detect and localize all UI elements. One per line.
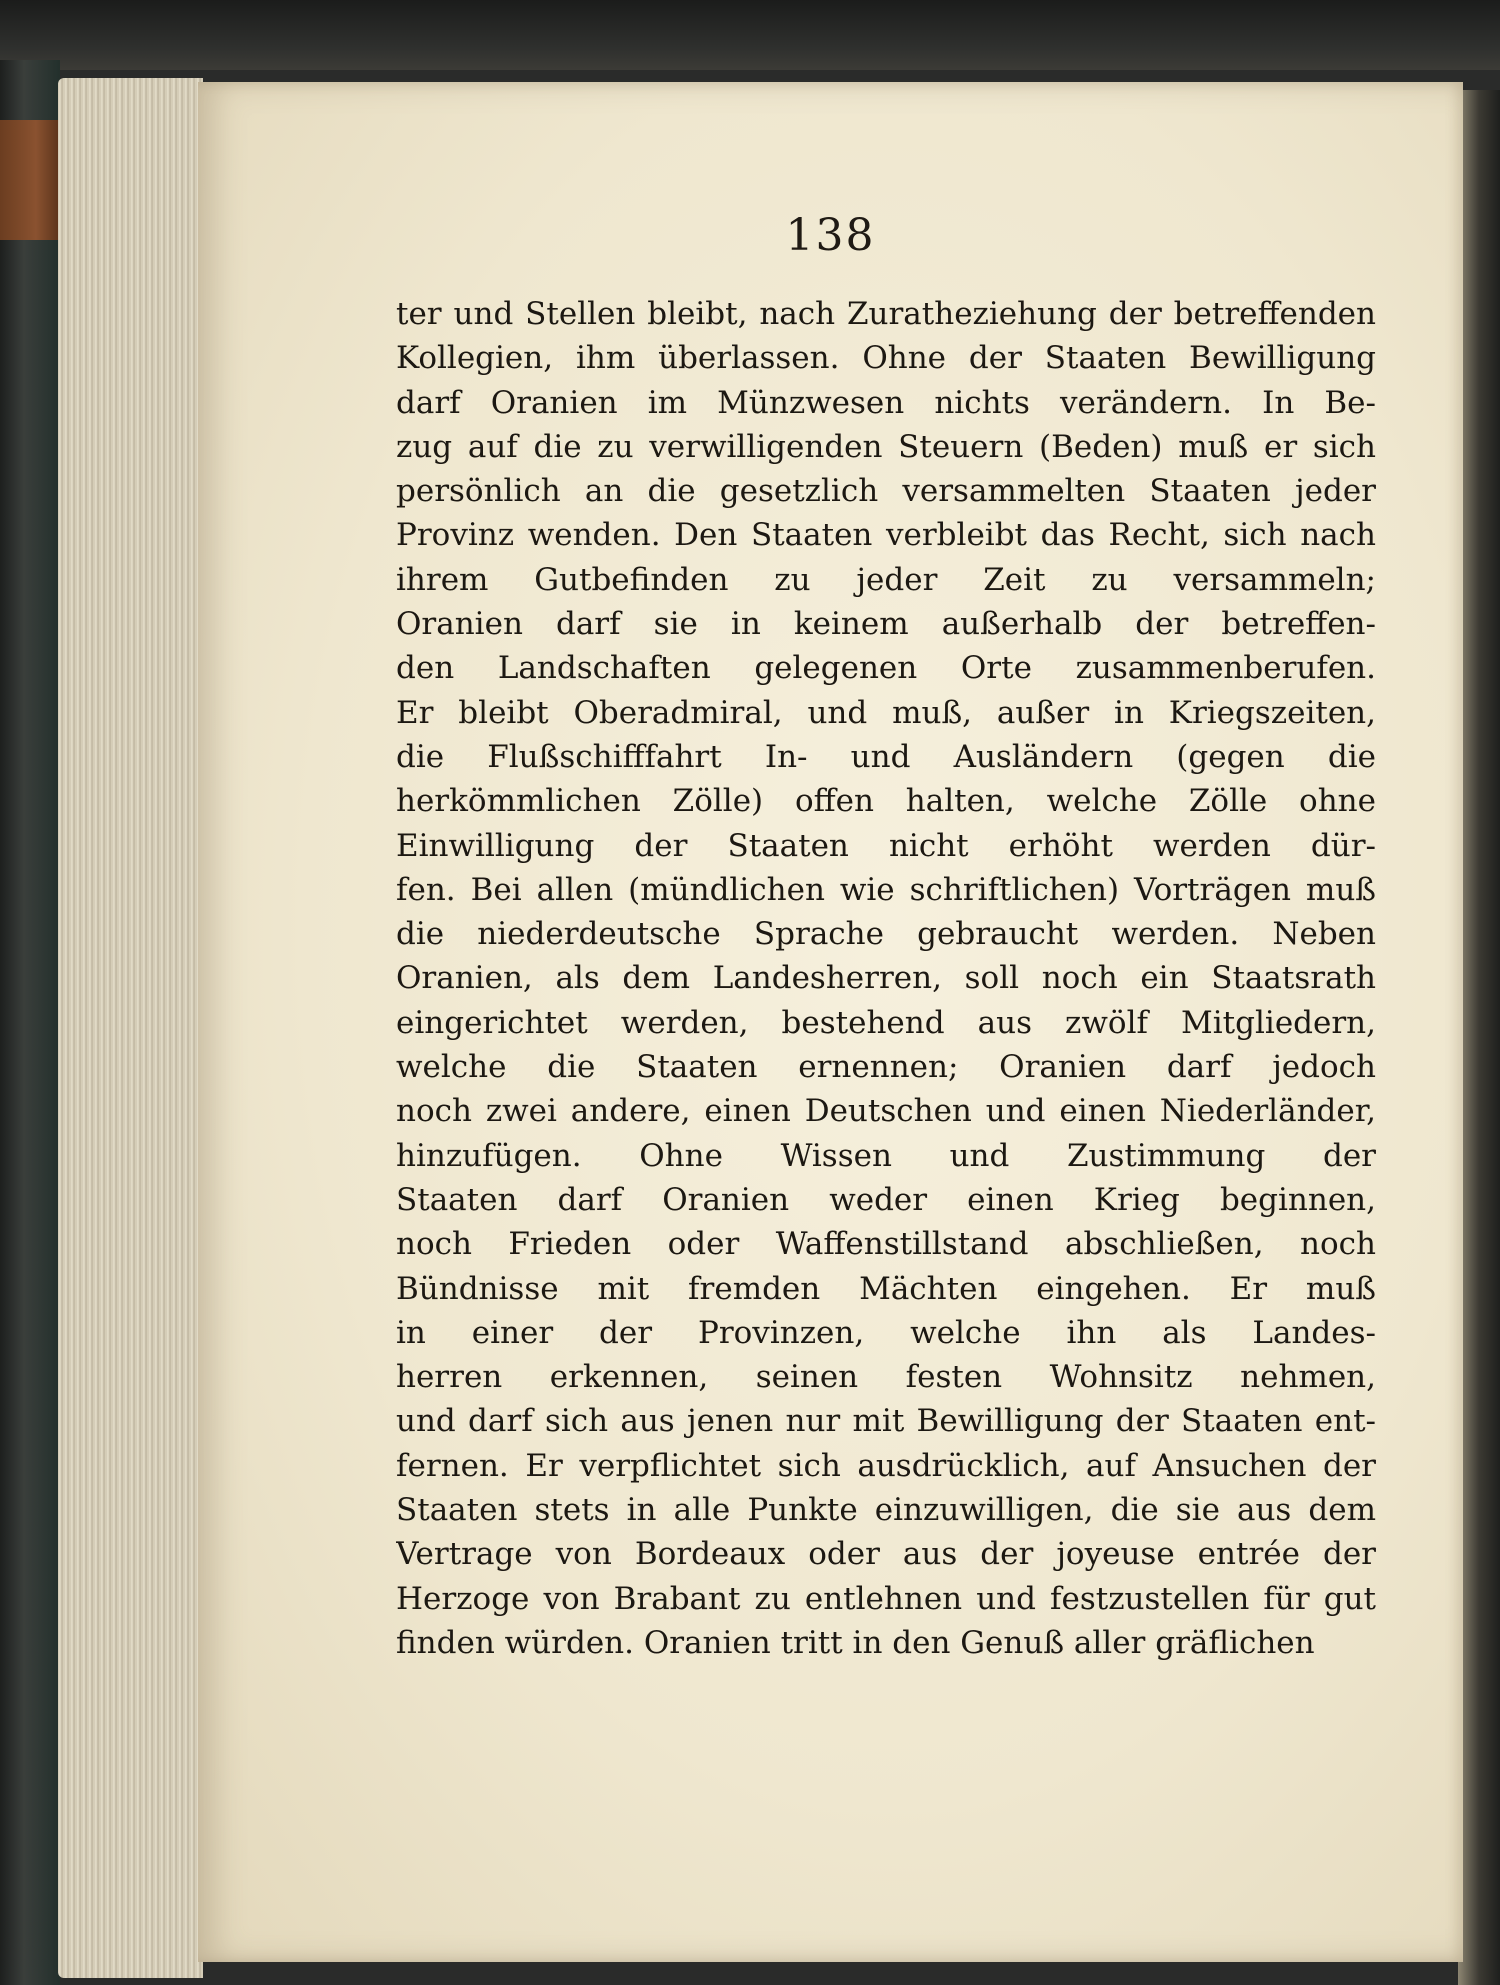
text-line: ihrem Gutbefinden zu jeder Zeit zu versammeln; (396, 561, 1376, 598)
text-line: in einer der Provinzen, welche ihn als Landes- (396, 1314, 1376, 1351)
text-line: Einwilligung der Staaten nicht erhöht werden dür- (396, 827, 1376, 864)
body-text (396, 292, 1376, 1665)
text-line: ter und Stellen bleibt, nach Zuratheziehung der betreffenden (396, 296, 1376, 332)
text-line: den Landschaften gelegenen Orte zusammenberufen. (396, 650, 1376, 687)
text-line: und darf sich aus jenen nur mit Bewilligung der Staaten ent- (396, 1403, 1376, 1440)
text-line: Oranien darf sie in keinem außerhalb der betreffen- (396, 606, 1376, 643)
text-line: noch zwei andere, einen Deutschen und einen Niederländer, (396, 1093, 1376, 1130)
text-line: persönlich an die gesetzlich versammelten Staaten jeder (396, 473, 1376, 510)
page-block-edges (58, 78, 203, 1978)
text-line: herkömmlichen Zölle) offen halten, welche Zölle ohne (396, 783, 1376, 820)
text-line: darf Oranien im Münzwesen nichts verändern. In Be- (396, 384, 1376, 421)
text-line: Vertrage von Bordeaux oder aus der joyeuse entrée der (396, 1536, 1376, 1573)
text-line: herren erkennen, seinen festen Wohnsitz nehmen, (396, 1359, 1376, 1396)
text-line: Bündnisse mit fremden Mächten eingehen. Er muß (396, 1270, 1376, 1307)
text-line: Er bleibt Oberadmiral, und muß, außer in Kriegszeiten, (396, 694, 1376, 731)
text-line: Provinz wenden. Den Staaten verbleibt das Recht, sich nach (396, 517, 1376, 554)
text-line: Staaten darf Oranien weder einen Krieg beginnen, (396, 1181, 1376, 1218)
text-line: fen. Bei allen (mündlichen wie schriftlichen) Vorträgen muß (396, 871, 1376, 908)
book-cover-right (1458, 90, 1500, 1985)
text-line: fernen. Er verpflichtet sich ausdrücklich, auf Ansuchen der (396, 1447, 1376, 1484)
text-line: Kollegien, ihm überlassen. Ohne der Staaten Bewilligung (396, 340, 1376, 377)
book-cover-top (0, 0, 1500, 70)
text-line: eingerichtet werden, bestehend aus zwölf Mitgliedern, (396, 1004, 1376, 1041)
text-line: zug auf die zu verwilligenden Steuern (Beden) muß er sich (396, 428, 1376, 465)
book-cover-left (0, 60, 60, 1985)
text-line: finden würden. Oranien tritt in den Genuß aller gräflichen (396, 1624, 1315, 1661)
text-line: hinzufügen. Ohne Wissen und Zustimmung der (396, 1137, 1376, 1174)
book-page (198, 82, 1463, 1962)
text-line: die niederdeutsche Sprache gebraucht werden. Neben (396, 916, 1376, 953)
text-line: die Flußschifffahrt In- und Ausländern (gegen die (396, 738, 1376, 775)
text-line: Oranien, als dem Landesherren, soll noch ein Staatsrath (396, 960, 1376, 997)
text-line: welche die Staaten ernennen; Oranien darf jedoch (396, 1049, 1376, 1086)
cover-leather-band (0, 120, 60, 240)
text-line: Staaten stets in alle Punkte einzuwilligen, die sie aus dem (396, 1492, 1376, 1529)
text-line: noch Frieden oder Waffenstillstand abschließen, noch (396, 1226, 1376, 1263)
text-line: Herzoge von Brabant zu entlehnen und festzustellen für gut (396, 1580, 1376, 1617)
page-number: 138 (785, 210, 876, 261)
